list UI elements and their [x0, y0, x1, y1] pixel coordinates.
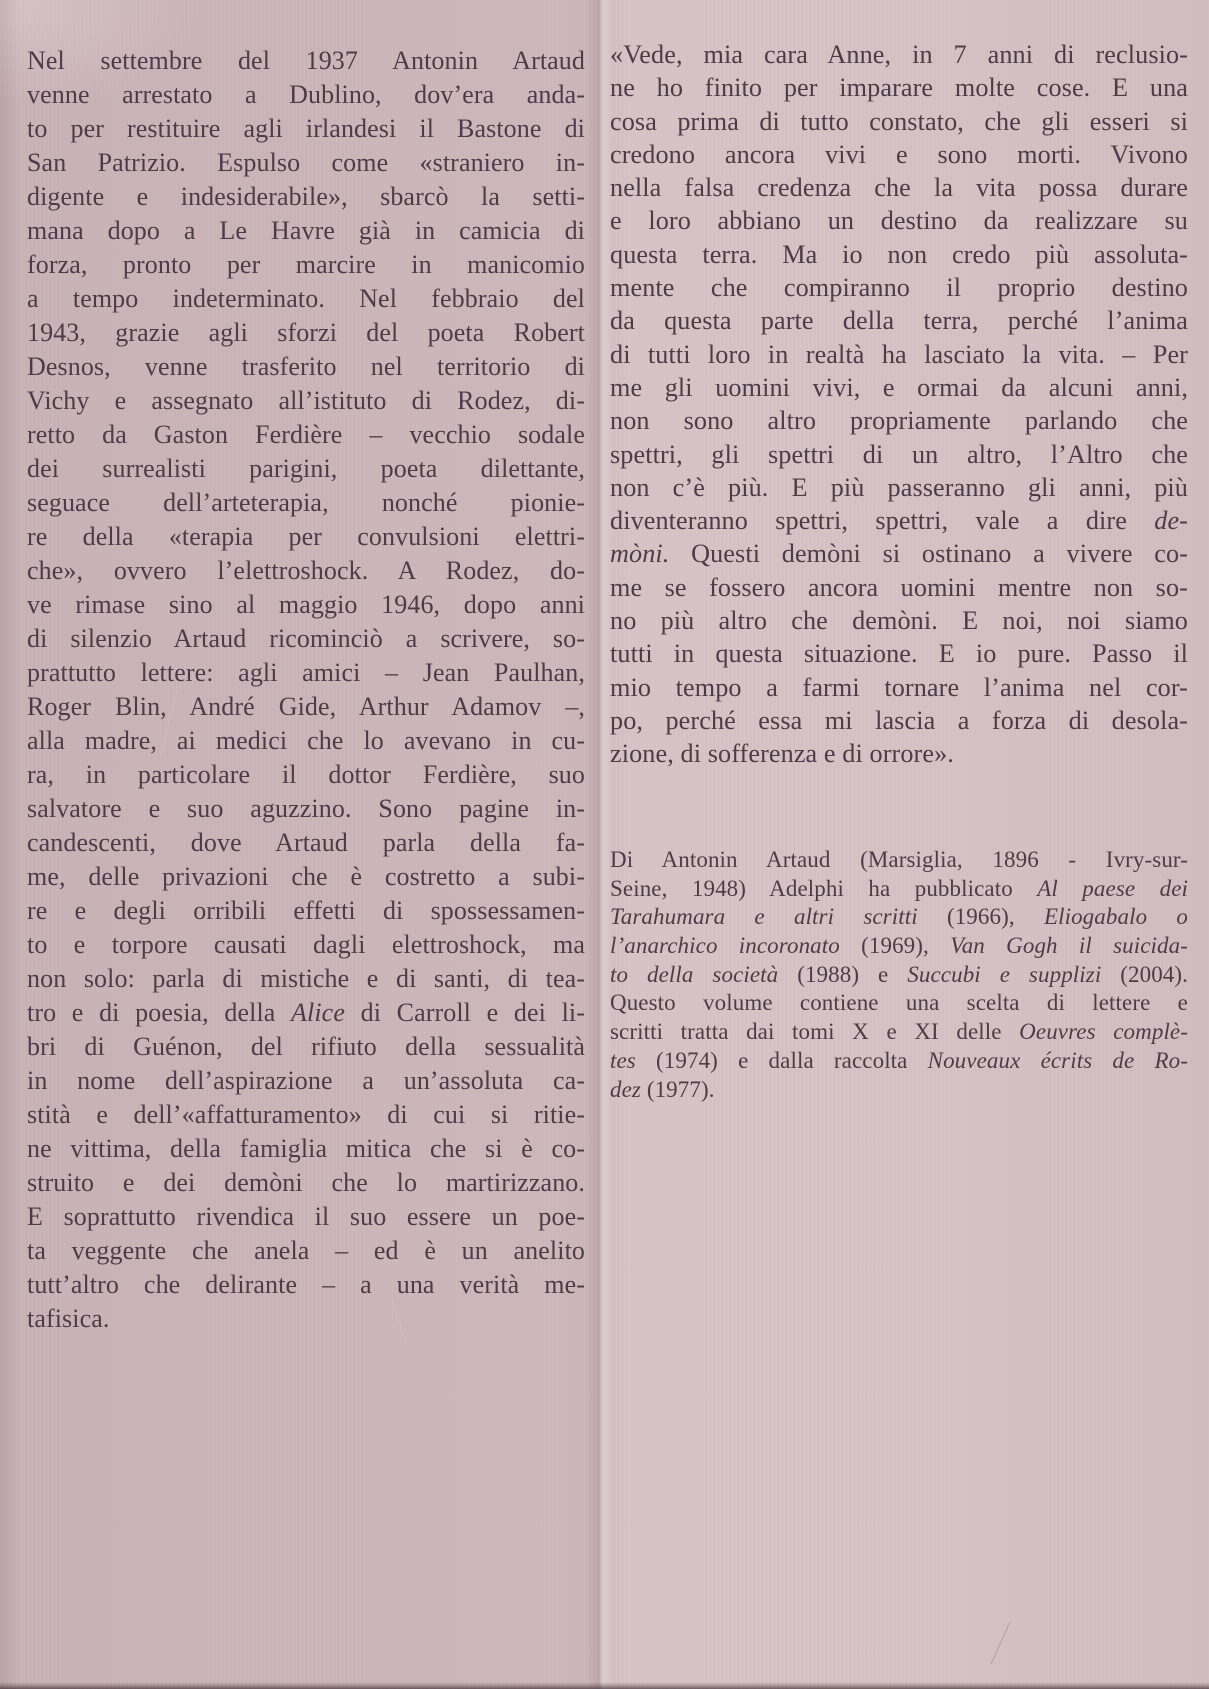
text-line: ne vittima, della famiglia mitica che si è co- — [27, 1134, 585, 1163]
text-line: dez (1977). — [610, 1076, 715, 1102]
text-line: nella falsa credenza che la vita possa durare — [610, 173, 1188, 203]
text-line: no più altro che demòni. E noi, noi siamo — [610, 606, 1188, 636]
text-line: a tempo indeterminato. Nel febbraio del — [27, 284, 585, 313]
text-line: ve rimase sino al maggio 1946, dopo anni — [27, 590, 585, 619]
text-line: tutt’altro che delirante – a una verità me- — [27, 1270, 585, 1299]
text-line: prattutto lettere: agli amici – Jean Paulhan, — [27, 658, 585, 687]
text-line: Roger Blin, André Gide, Arthur Adamov –, — [27, 692, 585, 721]
text-line: mana dopo a Le Havre già in camicia di — [27, 216, 585, 245]
text-line: mente che compiranno il proprio destino — [610, 273, 1188, 303]
text-line: «Vede, mia cara Anne, in 7 anni di reclusio- — [610, 40, 1188, 69]
text-line: struito e dei demòni che lo martirizzano. — [27, 1168, 585, 1197]
text-line: to e torpore causati dagli elettroshock, ma — [27, 930, 585, 959]
text-line: Seine, 1948) Adelphi ha pubblicato Al paese dei — [610, 875, 1188, 901]
text-line: da questa parte della terra, perché l’anima — [610, 306, 1188, 336]
text-line: po, perché essa mi lascia a forza di desola- — [610, 705, 1188, 735]
text-line: ta veggente che anela – ed è un anelito — [27, 1236, 585, 1265]
text-line: Desnos, venne trasferito nel territorio di — [27, 352, 585, 381]
text-line: non solo: parla di mistiche e di santi, di tea- — [27, 964, 585, 993]
scan-bottom-edge-shadow — [0, 1682, 1209, 1689]
text-line: stità e dell’«affatturamento» di cui si ritie- — [27, 1100, 585, 1129]
text-line: me se fossero ancora uomini mentre non so- — [610, 572, 1188, 602]
text-line: me gli uomini vivi, e ormai da alcuni anni, — [610, 372, 1188, 402]
text-line: diventeranno spettri, spettri, vale a dire de- — [610, 506, 1188, 536]
text-line: zione, di sofferenza e di orrore». — [610, 739, 954, 769]
text-line: E soprattutto rivendica il suo essere un poe- — [27, 1202, 585, 1231]
text-line: non sono altro propriamente parlando che — [610, 406, 1188, 436]
text-line: Vichy e assegnato all’istituto di Rodez, di- — [27, 386, 585, 415]
text-line: tafisica. — [27, 1304, 110, 1333]
text-line: scritti tratta dai tomi X e XI delle Oeuvres complè- — [610, 1019, 1188, 1045]
text-line: ne ho finito per imparare molte cose. E una — [610, 73, 1188, 103]
text-line: Tarahumara e altri scritti (1966), Eliogabalo o — [610, 904, 1188, 930]
text-line: in nome dell’aspirazione a un’assoluta ca- — [27, 1066, 585, 1095]
text-line: che», ovvero l’elettroshock. A Rodez, do- — [27, 556, 585, 585]
paper-scratch — [991, 1622, 1011, 1664]
text-line: salvatore e suo aguzzino. Sono pagine in- — [27, 794, 585, 823]
text-line: e loro abbiano un destino da realizzare su — [610, 206, 1188, 236]
text-line: Questo volume contiene una scelta di lettere e — [610, 990, 1188, 1016]
text-line: digente e indesiderabile», sbarcò la setti- — [27, 182, 585, 211]
text-line: alla madre, ai medici che lo avevano in cu- — [27, 726, 585, 755]
text-line: l’anarchico incoronato (1969), Van Gogh il suicida- — [610, 933, 1188, 959]
text-line: bri di Guénon, del rifiuto della sessualità — [27, 1032, 585, 1061]
text-line: to della società (1988) e Succubi e supplizi (2004). — [610, 961, 1188, 987]
text-line: seguace dell’arteterapia, nonché pionie- — [27, 488, 585, 517]
text-line: San Patrizio. Espulso come «straniero in- — [27, 148, 585, 177]
text-line: spettri, gli spettri di un altro, l’Altro che — [610, 439, 1188, 469]
left-text-column — [27, 44, 585, 1336]
text-line: cosa prima di tutto constato, che gli esseri si — [610, 106, 1188, 136]
artaud-quote-column — [610, 38, 1188, 771]
text-line: di tutti loro in realtà ha lasciato la vita. – Per — [610, 339, 1188, 369]
text-line: venne arrestato a Dublino, dov’era anda- — [27, 80, 585, 109]
text-line: tutti in questa situazione. E io pure. Passo il — [610, 639, 1188, 669]
text-line: forza, pronto per marcire in manicomio — [27, 250, 585, 279]
text-line: tro e di poesia, della Alice di Carroll e dei li- — [27, 998, 585, 1027]
text-line: questa terra. Ma io non credo più assoluta- — [610, 239, 1188, 269]
text-line: candescenti, dove Artaud parla della fa- — [27, 828, 585, 857]
author-bio-paragraph — [610, 846, 1188, 1104]
text-line: me, delle privazioni che è costretto a subi- — [27, 862, 585, 891]
text-line: retto da Gaston Ferdière – vecchio sodale — [27, 420, 585, 449]
text-line: credono ancora vivi e sono morti. Vivono — [610, 139, 1188, 169]
text-line: mòni. Questi demòni si ostinano a vivere co- — [610, 539, 1188, 569]
text-line: re della «terapia per convulsioni elettri- — [27, 522, 585, 551]
text-line: Nel settembre del 1937 Antonin Artaud — [27, 46, 585, 75]
text-line: Di Antonin Artaud (Marsiglia, 1896 - Ivry-sur- — [610, 847, 1188, 872]
text-line: dei surrealisti parigini, poeta dilettante, — [27, 454, 585, 483]
text-line: to per restituire agli irlandesi il Bastone di — [27, 114, 585, 143]
text-line: non c’è più. E più passeranno gli anni, più — [610, 472, 1188, 502]
text-line: 1943, grazie agli sforzi del poeta Robert — [27, 318, 585, 347]
text-line: mio tempo a farmi tornare l’anima nel cor- — [610, 672, 1188, 702]
text-line: ra, in particolare il dottor Ferdière, suo — [27, 760, 585, 789]
text-line: di silenzio Artaud ricominciò a scrivere, so- — [27, 624, 585, 653]
text-line: tes (1974) e dalla raccolta Nouveaux écrits de Ro- — [610, 1047, 1188, 1073]
text-line: re e degli orribili effetti di spossessamen- — [27, 896, 585, 925]
